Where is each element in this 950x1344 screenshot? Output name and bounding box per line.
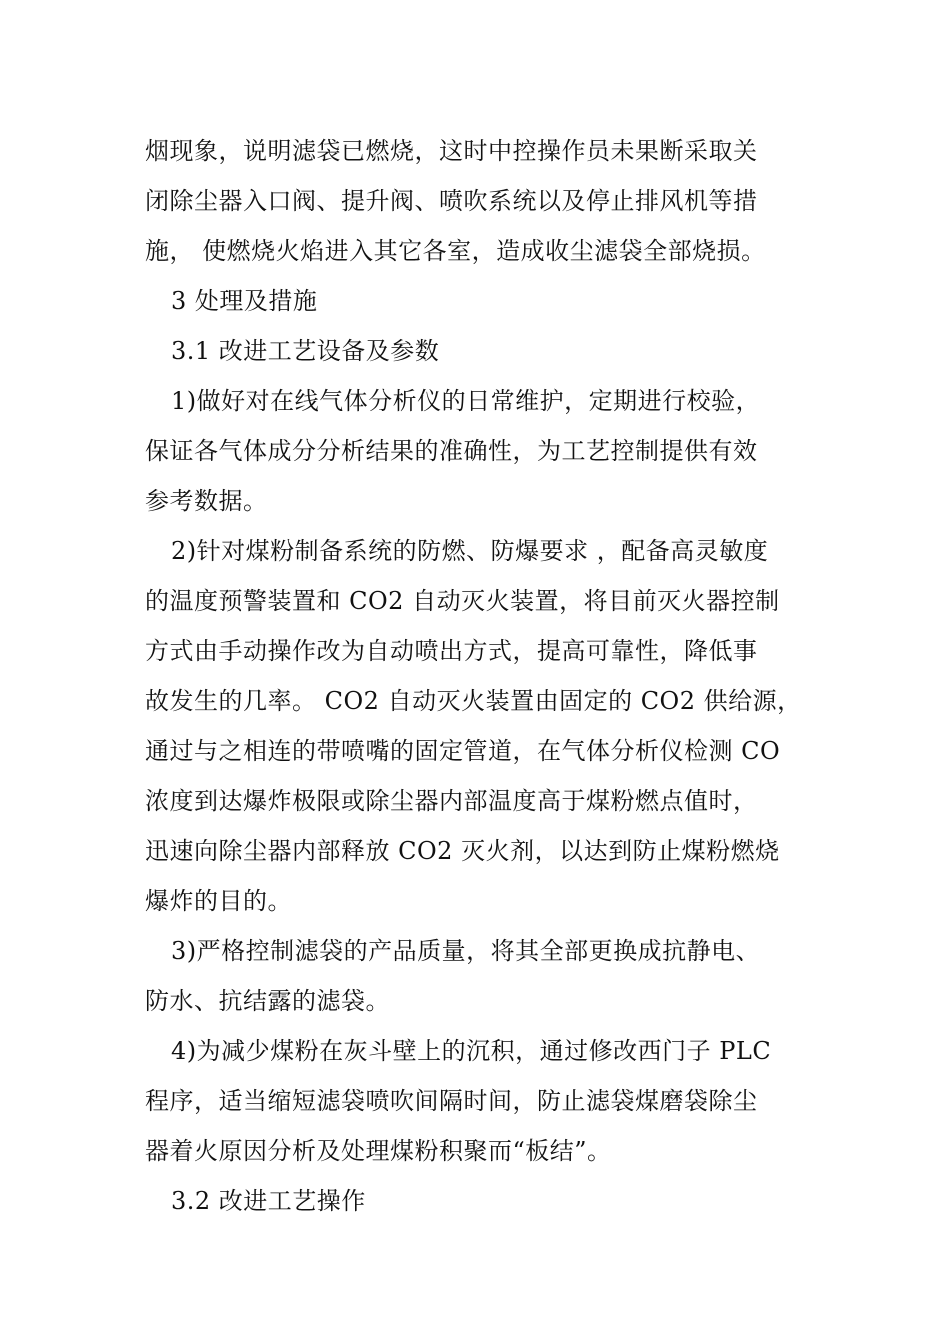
list-item-start: 3)严格控制滤袋的产品质量，将其全部更换成抗静电、 [171,937,761,965]
text-line: 闭除尘器入口阀、提升阀、喷吹系统以及停止排风机等措 [145,187,758,215]
text-line: 爆炸的目的。 [145,887,292,915]
text-line: 故发生的几率。 CO2 自动灭火装置由固定的 CO2 供给源， [145,687,802,715]
text-line: 通过与之相连的带喷嘴的固定管道，在气体分析仪检测 CO [145,737,781,765]
subsection-heading: 3.1 改进工艺设备及参数 [171,337,440,365]
text-line: 烟现象，说明滤袋已燃烧，这时中控操作员未果断采取关 [145,137,758,165]
text-line: 的温度预警装置和 CO2 自动灭火装置，将目前灭火器控制 [145,587,780,615]
body-text [145,126,810,1226]
list-item-start: 4)为减少煤粉在灰斗壁上的沉积，通过修改西门子 PLC [171,1037,772,1065]
list-item-start: 1)做好对在线气体分析仪的日常维护，定期进行校验， [171,387,761,415]
list-item-start: 2)针对煤粉制备系统的防燃、防爆要求 ，配备高灵敏度 [171,537,769,565]
text-line: 器着火原因分析及处理煤粉积聚而“板结”。 [145,1137,612,1165]
section-heading: 3 处理及措施 [171,287,318,315]
text-line: 方式由手动操作改为自动喷出方式，提高可靠性，降低事 [145,637,758,665]
text-line: 浓度到达爆炸极限或除尘器内部温度高于煤粉燃点值时， [145,787,758,815]
text-line: 施， 使燃烧火焰进入其它各室，造成收尘滤袋全部烧损。 [145,237,766,265]
text-line: 参考数据。 [145,487,268,515]
text-line: 防水、抗结露的滤袋。 [145,987,390,1015]
text-line: 程序，适当缩短滤袋喷吹间隔时间，防止滤袋煤磨袋除尘 [145,1087,758,1115]
text-line: 迅速向除尘器内部释放 CO2 灭火剂，以达到防止煤粉燃烧 [145,837,780,865]
subsection-heading: 3.2 改进工艺操作 [171,1187,366,1215]
text-line: 保证各气体成分分析结果的准确性，为工艺控制提供有效 [145,437,758,465]
